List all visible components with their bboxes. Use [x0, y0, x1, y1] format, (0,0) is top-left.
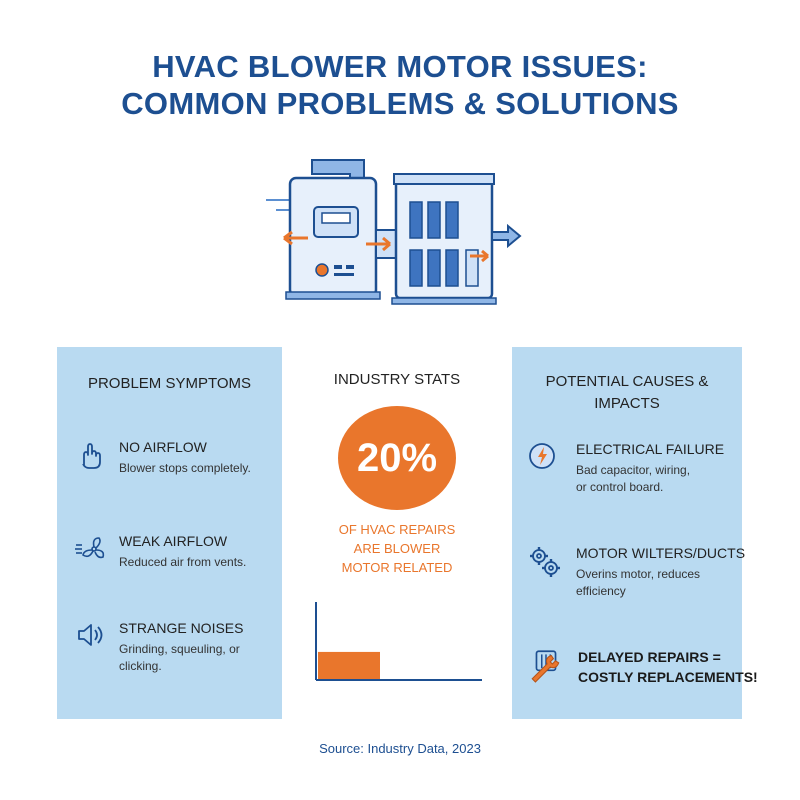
cause-title: MOTOR WILTERS/DUCTS	[576, 545, 746, 561]
causes-title-line-2: IMPACTS	[594, 395, 660, 412]
causes-panel	[512, 347, 758, 719]
stat-caption	[300, 520, 494, 577]
symptom-item-strange-noises	[75, 620, 280, 673]
causes-title-line-1: POTENTIAL CAUSES &	[545, 373, 709, 390]
cause-desc-line-1: Overins motor, reduces	[576, 567, 701, 581]
symptom-desc: Blower stops completely.	[119, 461, 251, 475]
symptom-item-weak-airflow	[75, 533, 275, 575]
hand-icon	[75, 439, 105, 469]
stat-bar-chart	[310, 600, 490, 690]
stat-caption-line-3: MOTOR RELATED	[341, 560, 453, 575]
cause-title: ELECTRICAL FAILURE	[576, 441, 725, 457]
symptom-title: STRANGE NOISES	[119, 620, 244, 636]
stat-caption-line-2: ARE BLOWER	[353, 541, 441, 556]
symptoms-panel	[57, 347, 282, 719]
stat-percentage-badge: 20%	[338, 406, 456, 510]
symptom-item-no-airflow	[75, 439, 275, 481]
stats-title: INDUSTRY STATS	[333, 371, 461, 388]
symptom-title: NO AIRFLOW	[119, 439, 207, 455]
symptom-title: WEAK AIRFLOW	[119, 533, 228, 549]
cause-title-line-2: COSTLY REPLACEMENTS!	[578, 669, 758, 685]
hvac-unit-illustration	[262, 152, 532, 312]
stat-caption-line-1: OF HVAC REPAIRS	[338, 522, 456, 537]
cause-title-line-1: DELAYED REPAIRS =	[578, 649, 721, 665]
outflow-arrow-icon	[492, 226, 520, 246]
wrench-icon	[528, 647, 564, 683]
cause-desc	[576, 566, 700, 600]
title-line-2: COMMON PROBLEMS & SOLUTIONS	[121, 86, 679, 121]
symptom-desc: Reduced air from vents.	[119, 555, 247, 569]
cause-desc-line-2: efficiency	[576, 584, 626, 598]
gears-icon	[528, 545, 562, 579]
speaker-icon	[75, 620, 105, 650]
symptom-desc: Grinding, squeuling, or clicking.	[119, 642, 240, 673]
cause-desc-line-2: or control board.	[576, 480, 664, 494]
title-line-1: HVAC BLOWER MOTOR ISSUES:	[152, 49, 648, 84]
cause-item-electrical	[528, 441, 738, 497]
causes-title	[512, 371, 742, 415]
symptoms-title: PROBLEM SYMPTOMS	[87, 375, 252, 392]
cause-desc-line-1: Bad capacitor, wiring,	[576, 463, 691, 477]
fan-icon	[75, 533, 105, 563]
cause-item-delayed-repairs	[528, 647, 758, 691]
chart-bar	[318, 652, 380, 680]
cause-item-motor	[528, 545, 746, 601]
cause-desc	[576, 462, 690, 496]
source-citation: Source: Industry Data, 2023	[319, 741, 481, 756]
page-title	[0, 48, 800, 122]
lightning-icon	[528, 441, 558, 471]
